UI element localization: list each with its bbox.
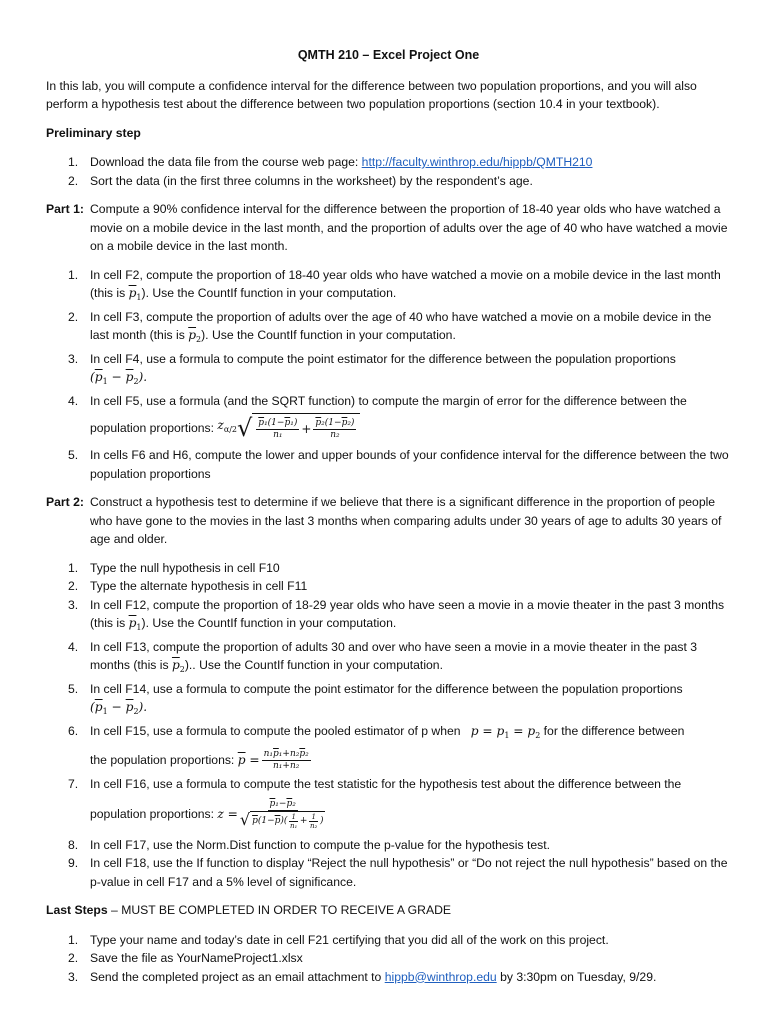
p2-hat-symbol: $\overline{p}_2$	[188, 328, 202, 344]
course-web-link[interactable]: http://faculty.winthrop.edu/hippb/QMTH210	[361, 155, 593, 169]
list-item: 2. Save the file as YourNameProject1.xlsx	[68, 951, 303, 965]
preliminary-heading: Preliminary step	[46, 125, 141, 140]
list-item: 2. In cell F3, compute the proportion of adults over the age of 40 who have watched a movie on a mobile device in the last month (this is $\overline{p}_2$). Use the CountIf function in your computation.	[68, 309, 712, 344]
last-steps-list	[46, 931, 731, 987]
list-item: 4. In cell F13, compute the proportion of adults 30 and over who have seen a movie in a movie theater in the past 3 months (this is $\overline{p}_2$).. Use the CountIf function in your computation.	[68, 639, 698, 674]
list-item: 1. Type the null hypothesis in cell F10	[68, 560, 280, 575]
part2-list	[46, 559, 731, 892]
list-item: 8. In cell F17, use the Norm.Dist function to compute the p-value for the hypothesis test.	[68, 837, 550, 852]
part2-description: Part 2: Construct a hypothesis test to determine if we believe that there is a significant difference in the proportion of people who have gone to the movies in the last 3 months when comparing adults under 30 years of age to adults 30 years of age and older.	[46, 495, 722, 546]
document-title: QMTH 210 – Excel Project One	[297, 48, 480, 62]
list-item: 5. In cells F6 and H6, compute the lower and upper bounds of your confidence interval for the difference between the two population proportions	[68, 448, 729, 481]
list-item: 1. Type your name and today’s date in cell F21 certifying that you did all of the work on this project.	[68, 932, 609, 947]
document-page	[46, 46, 731, 986]
sqrt-icon: √ $\frac{p_1(1-\overline{p}_1)}{\text{n₁}}$ + $\frac{\overline{p}_2(1-\overline{p}_2)}{\text{n₂}}$	[237, 413, 360, 443]
list-item: 2. Type the alternate hypothesis in cell F11	[68, 579, 308, 593]
email-link[interactable]: hippb@winthrop.edu	[384, 969, 497, 984]
sqrt-icon: √ p (1− $\overline{p}$ )( $\frac{1}{\text{n₁}}$ + $\frac{1}{\text{n₂}}$ )	[239, 810, 324, 830]
preliminary-list	[46, 153, 731, 190]
last-steps-heading: Last Steps – MUST BE COMPLETED IN ORDER TO RECEIVE A GRADE	[46, 903, 452, 917]
margin-of-error-formula: $z_{\alpha/2}$	[217, 418, 237, 435]
list-item: 2. Sort the data (in the first three columns in the worksheet) by the respondent’s age.	[68, 173, 533, 188]
list-item: 1. Download the data file from the course web page: http://faculty.winthrop.edu/hippb/QMTH210	[68, 155, 593, 169]
list-item: 3. Send the completed project as an email attachment to hippb@winthrop.edu by 3:30pm on Tuesday, 9/29.	[68, 969, 657, 984]
list-item: 4. In cell F5, use a formula (and the SQRT function) to compute the margin of error for the difference between the population proportions: $z_{\alpha/2}$ √ $\frac{p_1(1-\overline{p}_1)}{\text{n₁}}$ + $\frac{\overline{p}_2(1-\overline{p}_2)}{\text{n₂}}$	[68, 393, 687, 442]
point-estimator-formula: $(\overline{p}_1 - \overline{p}_2)$.	[90, 370, 148, 386]
pooled-estimator-formula: $\overline{p}$ =	[237, 752, 260, 767]
intro-paragraph: In this lab, you will compute a confidence interval for the difference between two population proportions, and you will also perform a hypothesis test about the difference between two population proportions (section 10.4 in your textbook).	[46, 78, 697, 111]
point-estimator-formula: $(\overline{p}_1 - \overline{p}_2)$.	[90, 700, 148, 716]
list-item: 7. In cell F16, use a formula to compute the test statistic for the hypothesis test about the difference between the population proportions: z = $\overline{p}_1-\overline{p}_2$ √ p (1− $\overline{p}$ )( $\frac{1}{\text{n₁}}$ + $\frac{1}{\text{n₂}}$ )	[68, 777, 682, 830]
part1-description: Part 1: Compute a 90% confidence interval for the difference between the proportion of 18-40 year olds who have watched a movie on a mobile device in the last month, and the proportion of adults over the age of 40 who have watched a movie on a mobile device in the last month.	[46, 202, 728, 253]
list-item: 1. In cell F2, compute the proportion of 18-40 year olds who have watched a movie on a mobile device in the last month (this is $\overline{p}_1$). Use the CountIf function in your computation.	[68, 267, 721, 302]
test-statistic-formula: z =	[217, 807, 238, 822]
p1-hat-symbol: $\overline{p}_1$	[128, 286, 142, 302]
list-item: 3. In cell F12, compute the proportion of 18-29 year olds who have seen a movie in a movie theater in the past 3 months (this is $\overline{p}_1$). Use the CountIf function in your computation.	[68, 597, 725, 632]
p1-hat-symbol: $\overline{p}_1$	[128, 616, 142, 632]
list-item: 3. In cell F4, use a formula to compute the point estimator for the difference between the population proportions $(\overline{p}_1 - \overline{p}_2)$.	[68, 351, 676, 386]
pooled-condition-formula: $p = p_1 = p_2$	[470, 723, 541, 740]
list-item: 5. In cell F14, use a formula to compute the point estimator for the difference between the population proportions $(\overline{p}_1 - \overline{p}_2)$.	[68, 681, 683, 716]
p2-hat-symbol: $\overline{p}_2$	[171, 658, 185, 674]
list-item: 6. In cell F15, use a formula to compute the pooled estimator of p when $p = p_1 = p_2$ for the difference between the population proportions: $\overline{p}$ = $\frac{n_1\overline{p}_1+n_2\overline{p}_2}{\text{n₁+n₂}}$	[68, 723, 685, 771]
part1-list	[46, 266, 731, 484]
list-item: 9. In cell F18, use the If function to display “Reject the null hypothesis” or “Do not reject the null hypothesis” based on the p-value in cell F17 and a 5% level of significance.	[68, 856, 728, 889]
